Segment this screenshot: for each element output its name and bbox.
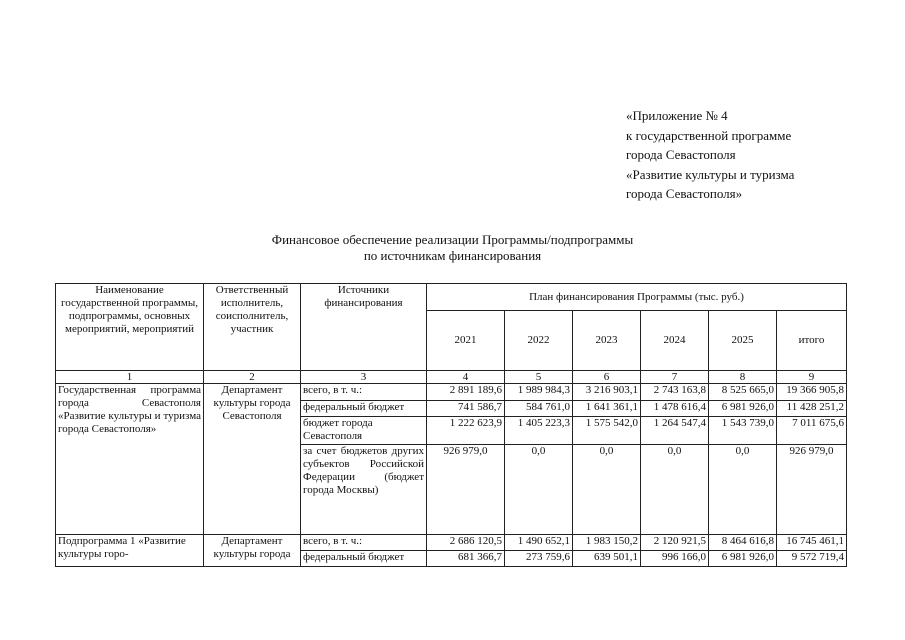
value-cell: 2 120 921,5 <box>641 535 709 551</box>
value-cell: 1 490 652,1 <box>505 535 573 551</box>
value-cell: 0,0 <box>709 445 777 535</box>
title-line-2: по источникам финансирования <box>363 248 542 263</box>
source-cell: всего, в т. ч.: <box>301 535 427 551</box>
appendix-line: «Развитие культуры и туризма <box>626 166 795 182</box>
value-cell: 11 428 251,2 <box>777 401 847 417</box>
value-cell: 19 366 905,8 <box>777 384 847 401</box>
value-cell: 926 979,0 <box>427 445 505 535</box>
title-line-1: Финансовое обеспечение реализации Программы/подпрограммы <box>271 232 634 247</box>
source-cell: федеральный бюджет <box>301 551 427 567</box>
value-cell: 1 575 542,0 <box>573 417 641 445</box>
value-cell: 741 586,7 <box>427 401 505 417</box>
column-number: 2 <box>204 371 301 384</box>
appendix-block <box>626 106 794 204</box>
value-cell: 1 983 150,2 <box>573 535 641 551</box>
header-responsible: Ответственный исполнитель, соисполнитель, участник <box>204 284 301 371</box>
document-title <box>0 232 905 264</box>
table-row <box>56 535 847 551</box>
subprogram-name: Подпрограмма 1 «Развитие культуры горо- <box>56 535 204 567</box>
value-cell: 681 366,7 <box>427 551 505 567</box>
column-number: 9 <box>777 371 847 384</box>
value-cell: 1 478 616,4 <box>641 401 709 417</box>
value-cell: 2 686 120,5 <box>427 535 505 551</box>
source-cell: за счет бюджетов других субъектов Российской Федерации (бюджет города Москвы) <box>301 445 427 535</box>
value-cell: 996 166,0 <box>641 551 709 567</box>
appendix-line: города Севастополя» <box>626 186 743 201</box>
source-cell: бюджет города Севастополя <box>301 417 427 445</box>
value-cell: 2 743 163,8 <box>641 384 709 401</box>
header-total: итого <box>777 311 847 371</box>
column-number-row <box>56 371 847 384</box>
column-number: 6 <box>573 371 641 384</box>
column-number: 3 <box>301 371 427 384</box>
value-cell: 8 525 665,0 <box>709 384 777 401</box>
column-number: 7 <box>641 371 709 384</box>
value-cell: 0,0 <box>505 445 573 535</box>
value-cell: 3 216 903,1 <box>573 384 641 401</box>
value-cell: 9 572 719,4 <box>777 551 847 567</box>
column-number: 1 <box>56 371 204 384</box>
appendix-line: «Приложение № 4 <box>626 108 728 123</box>
value-cell: 16 745 461,1 <box>777 535 847 551</box>
header-year: 2024 <box>641 311 709 371</box>
appendix-line: города Севастополя <box>626 147 736 162</box>
value-cell: 0,0 <box>573 445 641 535</box>
header-year: 2023 <box>573 311 641 371</box>
value-cell: 6 981 926,0 <box>709 551 777 567</box>
value-cell: 639 501,1 <box>573 551 641 567</box>
value-cell: 1 989 984,3 <box>505 384 573 401</box>
financing-table <box>55 283 847 567</box>
header-plan: План финансирования Программы (тыс. руб.) <box>427 284 847 311</box>
value-cell: 0,0 <box>641 445 709 535</box>
subprogram-responsible: Департамент культуры города <box>204 535 301 567</box>
header-sources: Источники финансирования <box>301 284 427 371</box>
table-row <box>56 384 847 401</box>
program-name: Государственная программа города Севастополя «Развитие культуры и туризма города Севастополя» <box>56 384 204 535</box>
header-year: 2022 <box>505 311 573 371</box>
column-number: 4 <box>427 371 505 384</box>
program-responsible: Департамент культуры города Севастополя <box>204 384 301 535</box>
value-cell: 926 979,0 <box>777 445 847 535</box>
value-cell: 1 543 739,0 <box>709 417 777 445</box>
header-name: Наименование государственной программы, подпрограммы, основных мероприятий, мероприятий <box>56 284 204 371</box>
value-cell: 1 264 547,4 <box>641 417 709 445</box>
source-cell: всего, в т. ч.: <box>301 384 427 401</box>
value-cell: 2 891 189,6 <box>427 384 505 401</box>
value-cell: 1 641 361,1 <box>573 401 641 417</box>
value-cell: 6 981 926,0 <box>709 401 777 417</box>
value-cell: 7 011 675,6 <box>777 417 847 445</box>
header-year: 2021 <box>427 311 505 371</box>
value-cell: 1 222 623,9 <box>427 417 505 445</box>
value-cell: 8 464 616,8 <box>709 535 777 551</box>
source-cell: федеральный бюджет <box>301 401 427 417</box>
value-cell: 273 759,6 <box>505 551 573 567</box>
column-number: 8 <box>709 371 777 384</box>
value-cell: 1 405 223,3 <box>505 417 573 445</box>
column-number: 5 <box>505 371 573 384</box>
value-cell: 584 761,0 <box>505 401 573 417</box>
header-year: 2025 <box>709 311 777 371</box>
appendix-line: к государственной программе <box>626 127 792 143</box>
